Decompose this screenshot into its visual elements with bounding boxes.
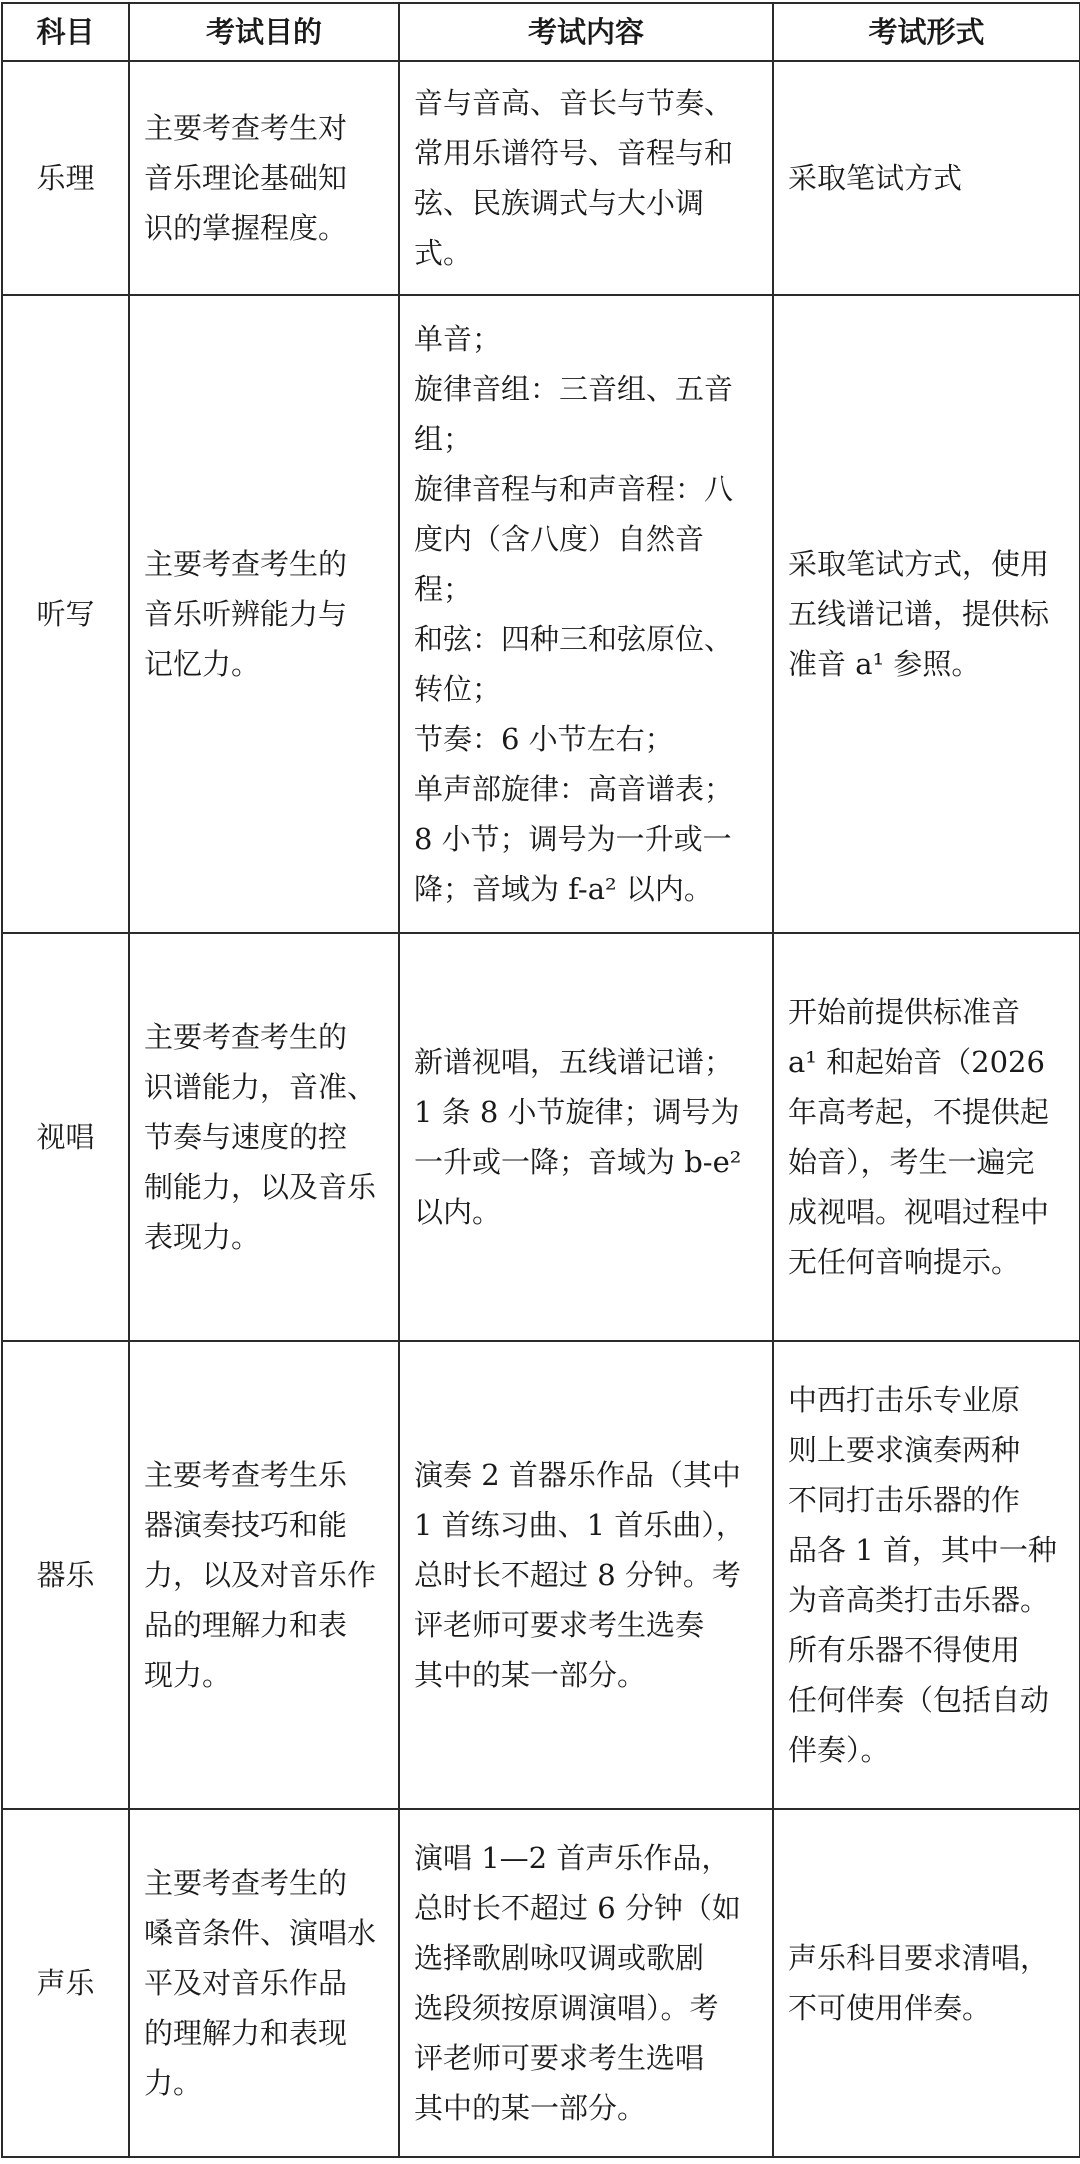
header-purpose: 考试目的 <box>129 3 399 61</box>
purpose-cell: 主要考查考生的 音乐听辨能力与 记忆力。 <box>129 295 399 933</box>
subject-cell: 声乐 <box>2 1809 129 2157</box>
header-subject: 科目 <box>2 3 129 61</box>
table-header-row <box>2 3 1080 61</box>
content-cell: 演奏 2 首器乐作品（其中 1 首练习曲、1 首乐曲）， 总时长不超过 8 分钟。考 评老师可要求考生选奏 其中的某一部分。 <box>399 1341 773 1809</box>
table-row <box>2 61 1080 295</box>
subject-cell: 听写 <box>2 295 129 933</box>
table-row <box>2 295 1080 933</box>
form-cell: 采取笔试方式 <box>773 61 1080 295</box>
header-content: 考试内容 <box>399 3 773 61</box>
subject-cell: 视唱 <box>2 933 129 1341</box>
form-cell: 采取笔试方式，使用 五线谱记谱，提供标 准音 a¹ 参照。 <box>773 295 1080 933</box>
subject-cell: 器乐 <box>2 1341 129 1809</box>
table-row <box>2 933 1080 1341</box>
content-cell: 单音； 旋律音组：三音组、五音 组； 旋律音程与和声音程：八 度内（含八度）自然音程； 和弦：四种三和弦原位、 转位； 节奏：6 小节左右； 单声部旋律：高音谱表； 8 小节；调号为一升或一 降；音域为 f-a² 以内。 <box>399 295 773 933</box>
exam-requirements-table <box>1 2 1080 2158</box>
form-cell: 声乐科目要求清唱， 不可使用伴奏。 <box>773 1809 1080 2157</box>
content-cell: 演唱 1—2 首声乐作品， 总时长不超过 6 分钟（如 选择歌剧咏叹调或歌剧 选段须按原调演唱）。考 评老师可要求考生选唱 其中的某一部分。 <box>399 1809 773 2157</box>
header-form: 考试形式 <box>773 3 1080 61</box>
purpose-cell: 主要考查考生的 识谱能力，音准、 节奏与速度的控 制能力，以及音乐 表现力。 <box>129 933 399 1341</box>
purpose-cell: 主要考查考生的 嗓音条件、演唱水 平及对音乐作品 的理解力和表现 力。 <box>129 1809 399 2157</box>
table-row <box>2 1341 1080 1809</box>
subject-cell: 乐理 <box>2 61 129 295</box>
content-cell: 音与音高、音长与节奏、 常用乐谱符号、音程与和 弦、民族调式与大小调 式。 <box>399 61 773 295</box>
purpose-cell: 主要考查考生乐 器演奏技巧和能 力，以及对音乐作 品的理解力和表 现力。 <box>129 1341 399 1809</box>
purpose-cell: 主要考查考生对 音乐理论基础知 识的掌握程度。 <box>129 61 399 295</box>
form-cell: 中西打击乐专业原 则上要求演奏两种 不同打击乐器的作 品各 1 首，其中一种 为音高类打击乐器。 所有乐器不得使用 任何伴奏（包括自动 伴奏）。 <box>773 1341 1080 1809</box>
form-cell: 开始前提供标准音 a¹ 和起始音（2026 年高考起，不提供起 始音），考生一遍完 成视唱。视唱过程中 无任何音响提示。 <box>773 933 1080 1341</box>
content-cell: 新谱视唱，五线谱记谱； 1 条 8 小节旋律；调号为 一升或一降；音域为 b-e² 以内。 <box>399 933 773 1341</box>
table-row <box>2 1809 1080 2157</box>
